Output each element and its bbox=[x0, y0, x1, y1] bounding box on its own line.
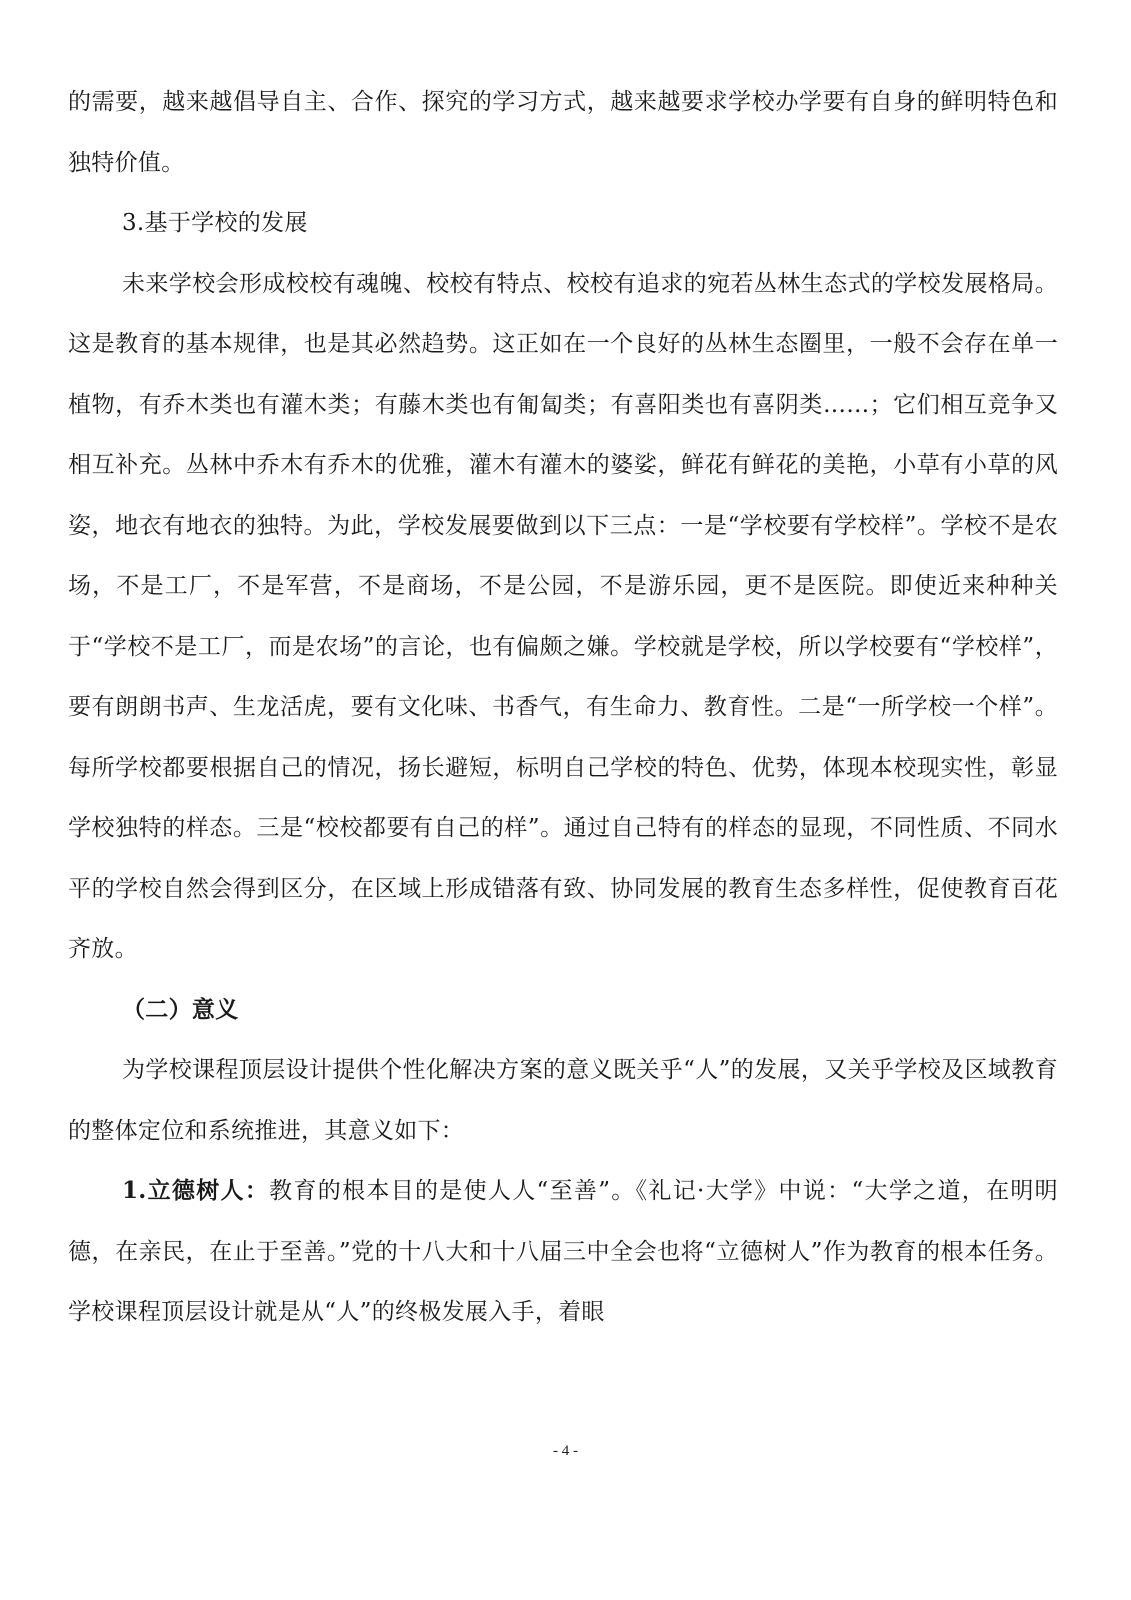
list-item-1 bbox=[68, 1161, 1058, 1343]
document-body bbox=[68, 72, 1058, 1343]
page-number: - 4 - bbox=[553, 1443, 578, 1459]
list-item-1-title: 1.立德树人： bbox=[122, 1177, 270, 1204]
section-heading-meaning: （二）意义 bbox=[122, 995, 239, 1023]
list-item-1-body: 教育的根本目的是使人人“至善”。《礼记·大学》中说：“大学之道，在明明德，在亲民，在止于至善。”党的十八大和十八届三中全会也将“立德树人”作为教育的根本任务。学校课程顶层设计就是从“人”的终极发展入手，着眼 bbox=[68, 1178, 1058, 1325]
paragraph-meaning-intro: 为学校课程顶层设计提供个性化解决方案的意义既关乎“人”的发展，又关乎学校及区域教育的整体定位和系统推进，其意义如下： bbox=[68, 1057, 1058, 1144]
section-heading-3: 3.基于学校的发展 bbox=[122, 210, 308, 236]
paragraph-school-development: 未来学校会形成校校有魂魄、校校有特点、校校有追求的宛若丛林生态式的学校发展格局。这是教育的基本规律，也是其必然趋势。这正如在一个良好的丛林生态圈里，一般不会存在单一植物，有乔木类也有灌木类；有藤木类也有匍匐类；有喜阳类也有喜阴类……；它们相互竞争又相互补充。丛林中乔木有乔木的优雅，灌木有灌木的婆娑，鲜花有鲜花的美艳，小草有小草的风姿，地衣有地衣的独特。为此，学校发展要做到以下三点：一是“学校要有学校样”。学校不是农场，不是工厂，不是军营，不是商场，不是公园，不是游乐园，更不是医院。即使近来种种关于“学校不是工厂，而是农场”的言论，也有偏颇之嫌。学校就是学校，所以学校要有“学校样”，要有朗朗书声、生龙活虎，要有文化味、书香气，有生命力、教育性。二是“一所学校一个样”。每所学校都要根据自己的情况，扬长避短，标明自己学校的特色、优势，体现本校现实性，彰显学校独特的样态。三是“校校都要有自己的样”。通过自己特有的样态的显现，不同性质、不同水平的学校自然会得到区分，在区域上形成错落有致、协同发展的教育生态多样性，促使教育百花齐放。 bbox=[68, 270, 1058, 962]
paragraph-continued: 的需要，越来越倡导自主、合作、探究的学习方式，越来越要求学校办学要有自身的鲜明特色和独特价值。 bbox=[68, 89, 1058, 176]
